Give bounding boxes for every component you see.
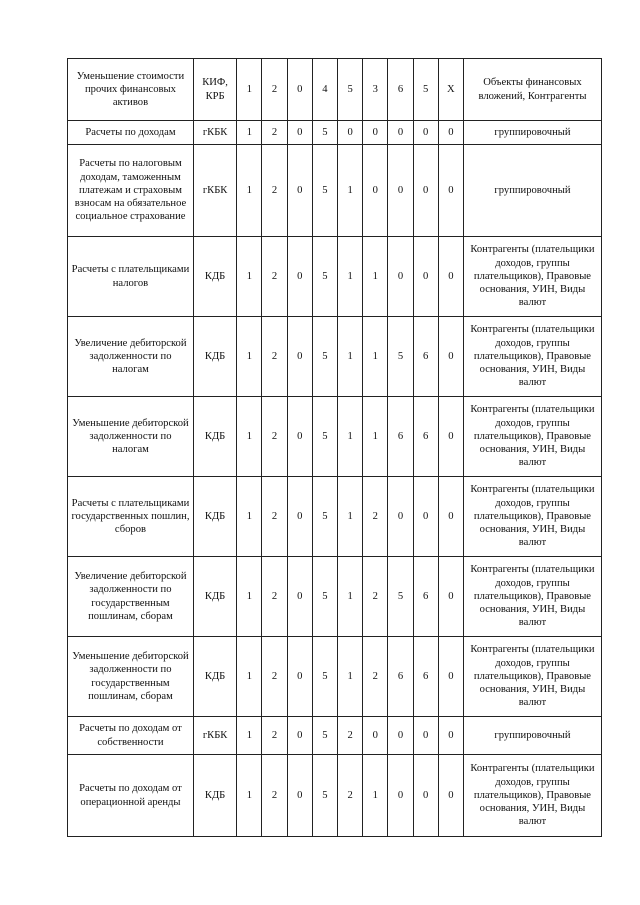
account-digit-cell: 0: [287, 637, 312, 717]
account-digit-cell: 0: [438, 477, 463, 557]
account-digit-cell: 2: [262, 237, 287, 317]
analytics-objects-cell: Контрагенты (плательщики доходов, группы плательщиков), Правовые основания, УИН, Виды валют: [463, 557, 601, 637]
account-digit-cell: 0: [388, 755, 413, 837]
account-digit-cell: 0: [413, 145, 438, 237]
account-digit-cell: 1: [363, 317, 388, 397]
account-digit-cell: 0: [287, 397, 312, 477]
table-row: [68, 557, 602, 637]
table-row: [68, 317, 602, 397]
account-name-cell: Расчеты с плательщиками налогов: [68, 237, 194, 317]
account-digit-cell: 0: [287, 755, 312, 837]
analytic-code-cell: КДБ: [193, 755, 236, 837]
account-digit-cell: 0: [363, 121, 388, 145]
account-digit-cell: 5: [312, 557, 337, 637]
account-digit-cell: 1: [237, 121, 262, 145]
account-name-cell: Уменьшение стоимости прочих финансовых активов: [68, 59, 194, 121]
account-digit-cell: 1: [363, 237, 388, 317]
account-digit-cell: 1: [237, 397, 262, 477]
account-digit-cell: 1: [237, 317, 262, 397]
account-digit-cell: X: [438, 59, 463, 121]
account-digit-cell: 5: [312, 755, 337, 837]
account-digit-cell: 2: [262, 717, 287, 755]
account-digit-cell: 1: [338, 317, 363, 397]
account-digit-cell: 0: [287, 145, 312, 237]
account-digit-cell: 1: [237, 145, 262, 237]
account-digit-cell: 1: [363, 397, 388, 477]
account-digit-cell: 4: [312, 59, 337, 121]
table-row: [68, 717, 602, 755]
account-digit-cell: 6: [388, 397, 413, 477]
account-digit-cell: 0: [287, 717, 312, 755]
analytics-objects-cell: группировочный: [463, 145, 601, 237]
accounts-table-body: [68, 59, 602, 837]
account-digit-cell: 0: [438, 317, 463, 397]
account-name-cell: Расчеты по доходам от операционной аренды: [68, 755, 194, 837]
account-name-cell: Увеличение дебиторской задолженности по государственным пошлинам, сборам: [68, 557, 194, 637]
account-digit-cell: 0: [438, 237, 463, 317]
account-digit-cell: 0: [438, 145, 463, 237]
account-digit-cell: 0: [388, 477, 413, 557]
account-name-cell: Расчеты по налоговым доходам, таможенным платежам и страховым взносам на обязательное социальное страхование: [68, 145, 194, 237]
analytic-code-cell: КДБ: [193, 317, 236, 397]
analytics-objects-cell: Контрагенты (плательщики доходов, группы плательщиков), Правовые основания, УИН, Виды валют: [463, 637, 601, 717]
account-digit-cell: 0: [388, 237, 413, 317]
table-row: [68, 59, 602, 121]
account-name-cell: Расчеты по доходам от собственности: [68, 717, 194, 755]
account-name-cell: Уменьшение дебиторской задолженности по государственным пошлинам, сборам: [68, 637, 194, 717]
analytic-code-cell: КДБ: [193, 637, 236, 717]
analytics-objects-cell: Контрагенты (плательщики доходов, группы плательщиков), Правовые основания, УИН, Виды валют: [463, 477, 601, 557]
account-digit-cell: 0: [413, 477, 438, 557]
account-digit-cell: 0: [287, 317, 312, 397]
analytics-objects-cell: Контрагенты (плательщики доходов, группы плательщиков), Правовые основания, УИН, Виды валют: [463, 755, 601, 837]
account-digit-cell: 5: [388, 317, 413, 397]
account-digit-cell: 1: [237, 477, 262, 557]
account-digit-cell: 1: [237, 59, 262, 121]
account-digit-cell: 1: [338, 637, 363, 717]
analytic-code-cell: гКБК: [193, 121, 236, 145]
table-row: [68, 477, 602, 557]
account-digit-cell: 6: [413, 317, 438, 397]
account-digit-cell: 0: [438, 397, 463, 477]
account-digit-cell: 5: [312, 477, 337, 557]
account-digit-cell: 0: [388, 145, 413, 237]
account-digit-cell: 1: [237, 557, 262, 637]
analytics-objects-cell: группировочный: [463, 717, 601, 755]
analytic-code-cell: КДБ: [193, 397, 236, 477]
account-digit-cell: 2: [363, 477, 388, 557]
account-digit-cell: 0: [413, 755, 438, 837]
account-digit-cell: 5: [388, 557, 413, 637]
account-digit-cell: 6: [388, 637, 413, 717]
account-digit-cell: 5: [338, 59, 363, 121]
account-digit-cell: 0: [287, 477, 312, 557]
account-digit-cell: 5: [312, 237, 337, 317]
account-digit-cell: 0: [438, 121, 463, 145]
table-row: [68, 397, 602, 477]
table-row: [68, 637, 602, 717]
accounts-table: [67, 58, 602, 837]
account-digit-cell: 1: [237, 637, 262, 717]
account-digit-cell: 2: [262, 59, 287, 121]
account-digit-cell: 2: [262, 145, 287, 237]
account-digit-cell: 1: [237, 755, 262, 837]
analytic-code-cell: КДБ: [193, 477, 236, 557]
account-digit-cell: 1: [338, 397, 363, 477]
account-digit-cell: 0: [338, 121, 363, 145]
account-digit-cell: 0: [413, 717, 438, 755]
account-digit-cell: 2: [338, 717, 363, 755]
account-digit-cell: 5: [312, 397, 337, 477]
account-digit-cell: 1: [338, 557, 363, 637]
account-digit-cell: 0: [438, 637, 463, 717]
account-digit-cell: 0: [287, 557, 312, 637]
account-digit-cell: 1: [237, 237, 262, 317]
analytics-objects-cell: Контрагенты (плательщики доходов, группы плательщиков), Правовые основания, УИН, Виды валют: [463, 237, 601, 317]
account-digit-cell: 5: [312, 121, 337, 145]
account-digit-cell: 2: [262, 557, 287, 637]
account-digit-cell: 0: [413, 121, 438, 145]
analytic-code-cell: КДБ: [193, 557, 236, 637]
table-row: [68, 755, 602, 837]
analytics-objects-cell: группировочный: [463, 121, 601, 145]
analytic-code-cell: КДБ: [193, 237, 236, 317]
account-digit-cell: 0: [438, 717, 463, 755]
account-digit-cell: 2: [363, 637, 388, 717]
account-name-cell: Увеличение дебиторской задолженности по налогам: [68, 317, 194, 397]
account-digit-cell: 1: [237, 717, 262, 755]
account-digit-cell: 0: [413, 237, 438, 317]
account-digit-cell: 0: [438, 755, 463, 837]
table-row: [68, 121, 602, 145]
table-row: [68, 237, 602, 317]
table-row: [68, 145, 602, 237]
account-digit-cell: 0: [388, 121, 413, 145]
account-digit-cell: 2: [262, 397, 287, 477]
account-digit-cell: 5: [312, 317, 337, 397]
account-digit-cell: 1: [338, 477, 363, 557]
account-digit-cell: 0: [388, 717, 413, 755]
account-digit-cell: 2: [262, 477, 287, 557]
account-digit-cell: 1: [338, 145, 363, 237]
analytics-objects-cell: Контрагенты (плательщики доходов, группы плательщиков), Правовые основания, УИН, Виды валют: [463, 397, 601, 477]
account-digit-cell: 5: [312, 145, 337, 237]
analytic-code-cell: КИФ, КРБ: [193, 59, 236, 121]
account-name-cell: Расчеты по доходам: [68, 121, 194, 145]
account-digit-cell: 5: [413, 59, 438, 121]
analytic-code-cell: гКБК: [193, 717, 236, 755]
account-name-cell: Расчеты с плательщиками государственных пошлин, сборов: [68, 477, 194, 557]
account-digit-cell: 6: [388, 59, 413, 121]
analytics-objects-cell: Объекты финансовых вложений, Контрагенты: [463, 59, 601, 121]
account-digit-cell: 1: [363, 755, 388, 837]
account-digit-cell: 0: [287, 121, 312, 145]
account-digit-cell: 3: [363, 59, 388, 121]
account-digit-cell: 0: [363, 145, 388, 237]
account-digit-cell: 0: [438, 557, 463, 637]
account-digit-cell: 5: [312, 637, 337, 717]
account-digit-cell: 0: [287, 237, 312, 317]
account-digit-cell: 6: [413, 557, 438, 637]
account-digit-cell: 2: [363, 557, 388, 637]
account-digit-cell: 2: [338, 755, 363, 837]
account-digit-cell: 2: [262, 121, 287, 145]
account-digit-cell: 0: [363, 717, 388, 755]
account-digit-cell: 2: [262, 755, 287, 837]
account-digit-cell: 6: [413, 637, 438, 717]
account-digit-cell: 1: [338, 237, 363, 317]
account-digit-cell: 0: [287, 59, 312, 121]
analytics-objects-cell: Контрагенты (плательщики доходов, группы плательщиков), Правовые основания, УИН, Виды валют: [463, 317, 601, 397]
account-digit-cell: 2: [262, 637, 287, 717]
account-digit-cell: 2: [262, 317, 287, 397]
account-name-cell: Уменьшение дебиторской задолженности по налогам: [68, 397, 194, 477]
analytic-code-cell: гКБК: [193, 145, 236, 237]
account-digit-cell: 5: [312, 717, 337, 755]
account-digit-cell: 6: [413, 397, 438, 477]
